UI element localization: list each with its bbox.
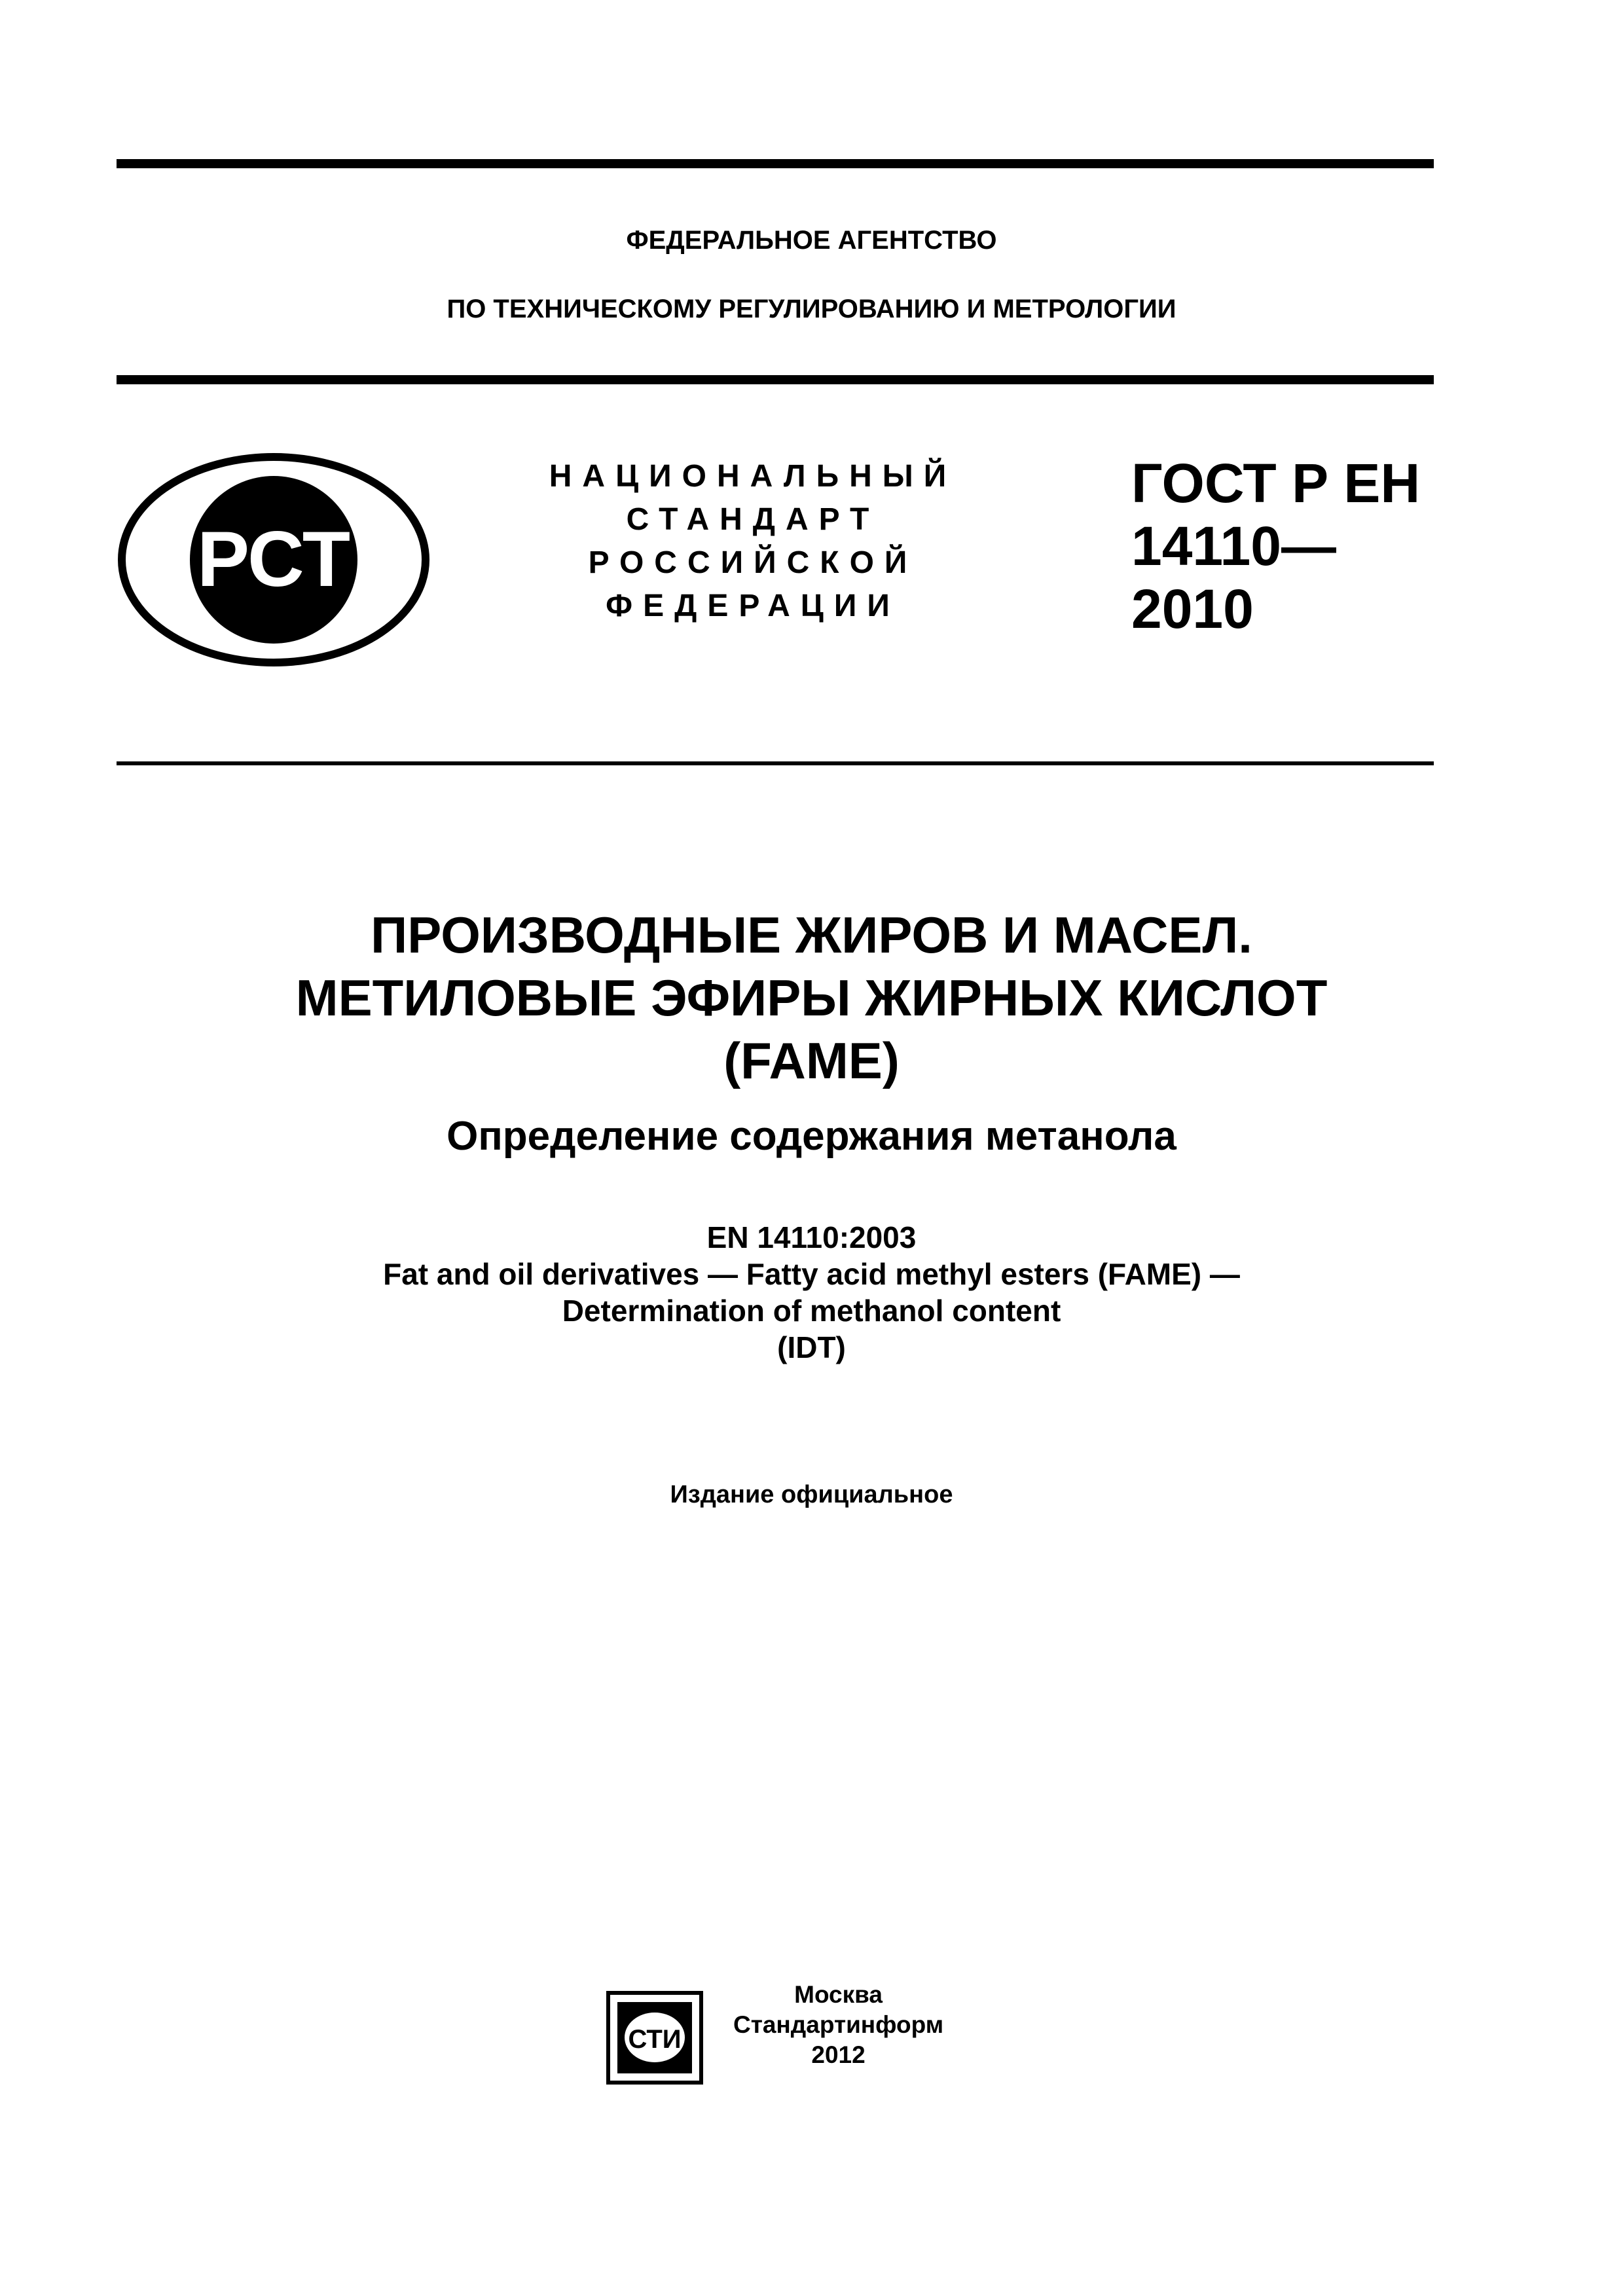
designation-line-3: 2010 — [1131, 578, 1254, 640]
gost-logo — [117, 452, 431, 668]
publisher-mark-icon — [606, 1990, 704, 2085]
national-standard-line-2: СТАНДАРТ — [626, 502, 880, 537]
agency-bottom-rule — [117, 375, 1434, 384]
edition-label: Издание официальное — [670, 1481, 953, 1508]
publisher-logo — [606, 1990, 704, 2085]
en-title-line-1: Fat and oil derivatives — Fatty acid methyl esters (FAME) — — [383, 1257, 1240, 1291]
standard-designation — [1131, 452, 1420, 640]
en-title-line-2: Determination of methanol content — [562, 1294, 1061, 1328]
publisher-mark-text: СТИ — [628, 2025, 682, 2054]
title-line-1: ПРОИЗВОДНЫЕ ЖИРОВ И МАСЕЛ. — [371, 906, 1252, 964]
title-line-2: МЕТИЛОВЫЕ ЭФИРЫ ЖИРНЫХ КИСЛОТ — [295, 969, 1328, 1027]
title-line-3: (FAME) — [723, 1032, 900, 1089]
agency-line-2: ПО ТЕХНИЧЕСКОМУ РЕГУЛИРОВАНИЮ И МЕТРОЛОГИИ — [447, 295, 1176, 323]
imprint-city: Москва — [794, 1981, 883, 2008]
imprint-publisher: Стандартинформ — [733, 2011, 944, 2038]
imprint-year: 2012 — [811, 2041, 866, 2068]
en-title-line-3: (IDT) — [777, 1330, 846, 1364]
header-bottom-rule — [117, 761, 1434, 765]
subtitle: Определение содержания метанола — [447, 1114, 1176, 1159]
top-rule — [117, 159, 1434, 168]
designation-line-1: ГОСТ Р ЕН — [1131, 452, 1421, 514]
gost-mark-text: РСТ — [196, 515, 351, 603]
national-standard-line-4: ФЕДЕРАЦИИ — [606, 589, 900, 623]
en-code: EN 14110:2003 — [706, 1220, 917, 1254]
gost-mark-icon — [117, 452, 431, 668]
designation-line-2: 14110— — [1131, 515, 1336, 577]
imprint — [733, 1980, 943, 2070]
national-standard-block — [517, 455, 989, 628]
national-standard-line-1: НАЦИОНАЛЬНЫЙ — [549, 459, 957, 494]
agency-line-1: ФЕДЕРАЛЬНОЕ АГЕНТСТВО — [626, 226, 997, 255]
national-standard-line-3: РОССИЙСКОЙ — [588, 545, 918, 580]
